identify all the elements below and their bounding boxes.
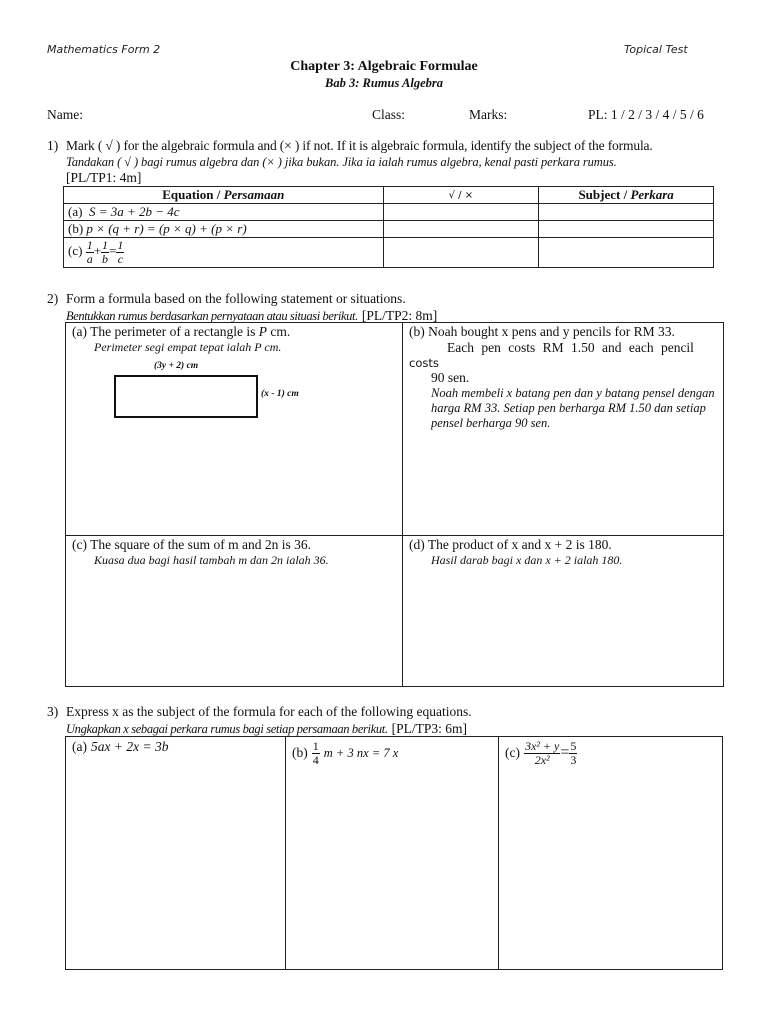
table-row	[64, 204, 714, 221]
table-row	[64, 238, 714, 268]
q2d-cell[interactable]	[409, 537, 715, 568]
q3-grid-divider	[498, 736, 499, 970]
q1-table-header	[64, 187, 714, 204]
subject-header: Subject / Perkara	[539, 187, 714, 204]
fraction: $\frac{5}{3}$	[570, 739, 577, 767]
q1-text-ms: Tandakan ( √ ) bagi rumus algebra dan (× ) jika bukan. Jika ia ialah rumus algebra, kenal pasti perkara rumus.	[66, 155, 617, 169]
q2-instruction: Bentukkan rumus berdasarkan pernyataan atau situasi berikut. [PL/TP2: 8m]	[66, 308, 438, 323]
q2-grid-divider	[402, 322, 403, 687]
mark-cell[interactable]	[383, 238, 539, 268]
pl-label: PL: 1 / 2 / 3 / 4 / 5 / 6	[588, 107, 704, 122]
equation-cell: (a) S = 3a + 2b − 4c	[64, 204, 384, 221]
fraction: $\frac{\text{3x² + y}}{\text{2x²}}$	[524, 739, 560, 767]
q2b-line4: 90 sen.	[431, 370, 470, 385]
equation-header: Equation / Persamaan	[64, 187, 384, 204]
q1-marks: [PL/TP1: 4m]	[66, 170, 142, 185]
rectangle-top-label: (3y + 2) cm	[154, 361, 199, 371]
q3b-equation: m + 3 nx = 7 x	[323, 745, 399, 760]
subject-cell[interactable]	[539, 238, 714, 268]
table-row	[64, 221, 714, 238]
equation-cell: (b) p × (q + r) = (p × q) + (p × r)	[64, 221, 384, 238]
q3a-equation: 5ax + 2x = 3b	[90, 739, 169, 754]
marks-label: Marks:	[469, 107, 508, 122]
q3b-cell[interactable]: (b) $\frac{1}{4}$ m + 3 nx = 7 x	[292, 739, 399, 767]
mark-cell[interactable]	[383, 204, 539, 221]
q2c-text: (c) The square of the sum of m and 2n is 36.	[72, 537, 311, 552]
q3-text: Express x as the subject of the formula for each of the following equations.	[66, 704, 472, 719]
q2-text: Form a formula based on the following statement or situations.	[66, 291, 406, 306]
q2b-line3: costs	[409, 356, 439, 370]
q2b-cell[interactable]	[409, 324, 715, 431]
q3-grid-divider	[285, 736, 286, 970]
q3-number: 3)	[47, 704, 59, 719]
q2b-line2: Each pen costs RM 1.50 and each pencil	[447, 340, 694, 355]
q2d-text: (d) The product of x and x + 2 is 180.	[409, 537, 612, 552]
q2c-text-ms: Kuasa dua bagi hasil tambah m dan 2n ialah 36.	[94, 553, 329, 567]
q3-instruction: Ungkapkan x sebagai perkara rumus bagi setiap persamaan berikut. [PL/TP3: 6m]	[66, 721, 468, 736]
q2d-text-ms: Hasil darab bagi x dan x + 2 ialah 180.	[431, 553, 623, 567]
rectangle-figure	[114, 375, 258, 418]
fraction: $\frac{1}{c}$	[117, 238, 124, 266]
q2c-cell[interactable]	[72, 537, 400, 568]
q2a-cell[interactable]	[72, 324, 400, 355]
q1-text: Mark ( √ ) for the algebraic formula and (× ) if not. If it is algebraic formula, identify the subject of the formula.	[66, 138, 653, 153]
q3c-cell[interactable]: (c) $\frac{\text{3x² + y}}{\text{2x²}}$ = $\frac{5}{3}$	[505, 739, 577, 767]
mark-header: √ / ×	[383, 187, 539, 204]
q3-grid	[65, 736, 723, 970]
page-title: Chapter 3: Algebraic Formulae	[290, 59, 478, 74]
q2a-text: (a) The perimeter of a rectangle is P cm.	[72, 324, 291, 339]
header-right: Topical Test	[624, 43, 688, 56]
class-label: Class:	[372, 107, 406, 122]
fraction: $\frac{1}{4}$	[312, 739, 319, 767]
q2-number: 2)	[47, 291, 59, 306]
page-subtitle: Bab 3: Rumus Algebra	[325, 76, 443, 90]
fraction: $\frac{1}{b}$	[102, 238, 109, 266]
q2b-text-ms: Noah membeli x batang pen dan y batang pensel dengan harga RM 33. Setiap pen berharga RM 1.50 dan setiap pensel berharga 90 sen.	[431, 386, 715, 430]
fraction: $\frac{1}{a}$	[86, 238, 93, 266]
equation-cell: (c) $\frac{1}{a}$ + $\frac{1}{b}$ = $\frac{1}{c}$	[64, 238, 384, 268]
subject-cell[interactable]	[539, 204, 714, 221]
subject-cell[interactable]	[539, 221, 714, 238]
q1-number: 1)	[47, 138, 59, 153]
mark-cell[interactable]	[383, 221, 539, 238]
q2-grid-divider	[65, 535, 724, 536]
q2b-line1: (b) Noah bought x pens and y pencils for RM 33.	[409, 324, 675, 339]
q2a-text-ms: Perimeter segi empat tepat ialah P cm.	[94, 340, 282, 354]
rectangle-side-label: (x - 1) cm	[261, 389, 299, 399]
header-left: Mathematics Form 2	[47, 43, 161, 56]
name-label: Name:	[47, 107, 83, 122]
q1-table	[63, 186, 714, 268]
q3a-cell[interactable]: (a) 5ax + 2x = 3b	[72, 739, 169, 754]
